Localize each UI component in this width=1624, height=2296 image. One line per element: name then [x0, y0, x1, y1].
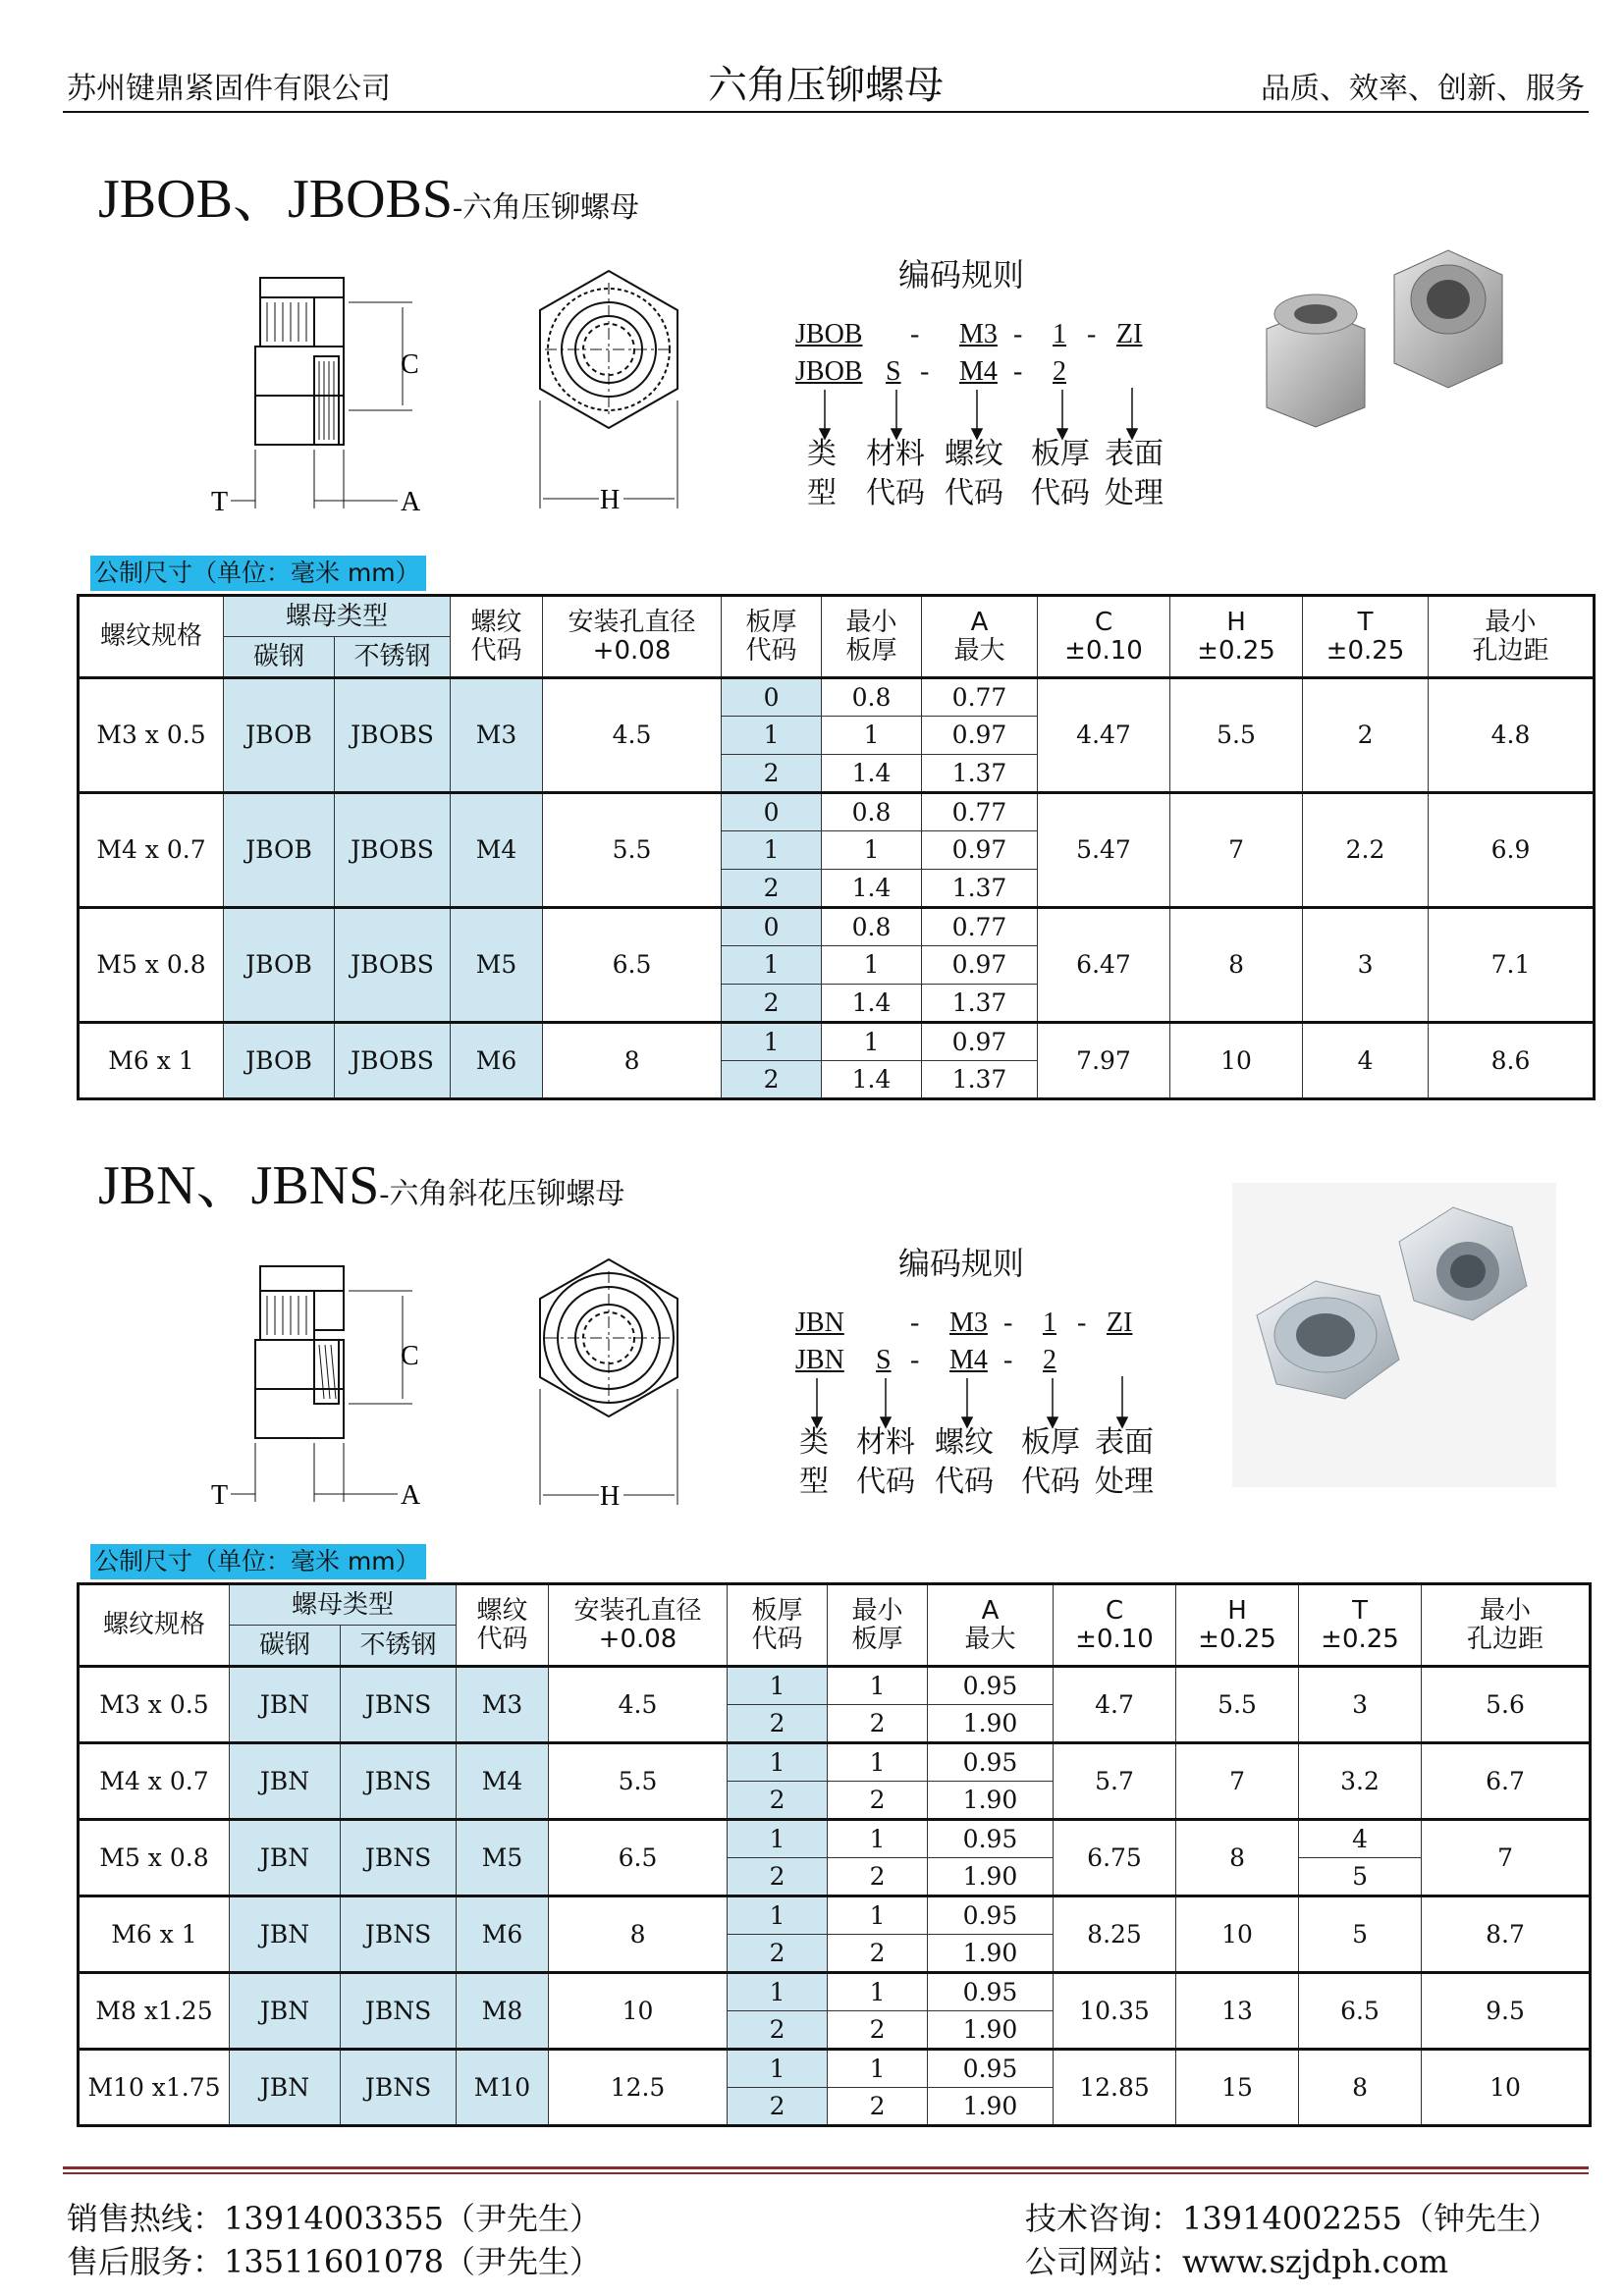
- table-row: M5 x 0.8 JBOB JBOBS M5 6.5 0 0.8 0.77 6.47 8 3 7.1: [79, 908, 1595, 946]
- jbn-spec-table: 螺纹规格 螺母类型 螺纹 代码 安装孔直径 +0.08 板厚 代码 最小 板厚 A 最大 C ±0.10 H ±0.25 T ±0.25 最小 孔边距 碳钢 不锈钢 M3 x 0.5 JBN JBNS M3 4.5 1 1 0.95 4.7 5.5 3 5.6 2 2 1.90 M4 x 0.7 JBN JBNS M4 5.5 1 1 0.95 5.7 7 3.2 6.7 2 2 1.90 M5 x 0.8 JBN JBNS M5 6.5 1 1 0.95 6.75 8 4 7 2 2 1.90 5 M6 x 1 JBN JBNS M6 8 1 1 0.95 8.25 10 5 8.7 2 2 1.90 M8 x1.25 JBN JBNS M8 10 1 1 0.95 10.35 13 6.5 9.5 2 2 1.90 M10 x1.75 JBN JBNS M10 12.5 1 1 0.95 12.85 15 8 10 2 2 1.90: [77, 1582, 1592, 2127]
- dim-h-label: H: [600, 485, 621, 515]
- code-arrows: [795, 1376, 1188, 1430]
- table-row: M10 x1.75 JBN JBNS M10 12.5 1 1 0.95 12.85 15 8 10: [79, 2050, 1591, 2088]
- jbob-spec-table: 螺纹规格 螺母类型 螺纹 代码 安装孔直径 +0.08 板厚 代码 最小 板厚 A 最大 C ±0.10 H ±0.25 T ±0.25 最小 孔边距 碳钢 不锈钢 M3 x 0.5 JBOB JBOBS M3 4.5 0 0.8 0.77 4.47 5.5 2 4.8 1 1 0.97 2 1.4 1.37 M4 x 0.7 JBOB JBOBS M4 5.5 0 0.8 0.77 5.47 7 2.2 6.9 1 1 0.97 2 1.4 1.37 M5 x 0.8 JBOB JBOBS M5 6.5 0 0.8 0.77 6.47 8 3 7.1 1 1 0.97 2 1.4 1.37 M6 x 1 JBOB JBOBS M6 8 1 1 0.97 7.97 10 4 8.6 2 1.4 1.37: [77, 594, 1596, 1100]
- section1-title: JBOB、JBOBS-六角压铆螺母: [98, 169, 640, 230]
- slogan: 品质、效率、创新、服务: [1261, 72, 1585, 106]
- sec2-unit-label: 公制尺寸（单位：毫米 mm）: [90, 1544, 426, 1579]
- jbn-product-photo: [1232, 1183, 1556, 1487]
- jbob-top-view-drawing: [515, 263, 702, 518]
- table-row: M3 x 0.5 JBOB JBOBS M3 4.5 0 0.8 0.77 4.47 5.5 2 4.8: [79, 678, 1595, 717]
- company-name: 苏州键鼎紧固件有限公司: [67, 72, 391, 106]
- jbn-side-view-drawing: [196, 1252, 452, 1522]
- dim-h-label: H: [600, 1481, 621, 1512]
- code-arrows: [795, 388, 1188, 442]
- page-header: [63, 54, 1589, 113]
- company-website[interactable]: 公司网站：www.szjdph.com: [1025, 2243, 1449, 2280]
- table-row: M6 x 1 JBOB JBOBS M6 8 1 1 0.97 7.97 10 4 8.6: [79, 1023, 1595, 1061]
- jbob-code-rule: 编码规则 JBOB - M3 - 1 - ZI JBOB S - M4 - 2 类 型 材料 代码 螺纹 代码 板厚 代码 表面 处理: [795, 250, 1188, 515]
- table-row: M8 x1.25 JBN JBNS M8 10 1 1 0.95 10.35 13 6.5 9.5: [79, 1973, 1591, 2011]
- table-header-row: 螺纹规格 螺母类型 螺纹 代码 安装孔直径 +0.08 板厚 代码 最小 板厚 A 最大 C ±0.10 H ±0.25 T ±0.25 最小 孔边距: [79, 596, 1595, 637]
- sales-hotline: 销售热线：13914003355（尹先生）: [67, 2200, 601, 2237]
- table-row: M4 x 0.7 JBN JBNS M4 5.5 1 1 0.95 5.7 7 3.2 6.7: [79, 1743, 1591, 1782]
- section2-title: JBN、JBNS-六角斜花压铆螺母: [98, 1155, 625, 1216]
- dim-a-label: A: [401, 487, 421, 517]
- dim-a-label: A: [401, 1480, 421, 1511]
- dim-c-label: C: [401, 1341, 419, 1371]
- table-row: M6 x 1 JBN JBNS M6 8 1 1 0.95 8.25 10 5 8.7: [79, 1896, 1591, 1935]
- jbob-product-photo: [1247, 236, 1542, 442]
- dim-t-label: T: [211, 1480, 229, 1511]
- sec1-unit-label: 公制尺寸（单位：毫米 mm）: [90, 556, 426, 591]
- tech-consult: 技术咨询：13914002255（钟先生）: [1025, 2200, 1559, 2237]
- table-row: M5 x 0.8 JBN JBNS M5 6.5 1 1 0.95 6.75 8 4 7: [79, 1820, 1591, 1858]
- page-footer: [63, 2166, 1589, 2280]
- after-sales: 售后服务：13511601078（尹先生）: [67, 2243, 601, 2280]
- dim-t-label: T: [211, 487, 229, 517]
- jbn-top-view-drawing: [515, 1252, 702, 1512]
- table-header-row: 螺纹规格 螺母类型 螺纹 代码 安装孔直径 +0.08 板厚 代码 最小 板厚 A 最大 C ±0.10 H ±0.25 T ±0.25 最小 孔边距: [79, 1584, 1591, 1626]
- page-title: 六角压铆螺母: [708, 63, 944, 108]
- jbn-code-rule: 编码规则 JBN - M3 - 1 - ZI JBN S - M4 - 2 类 型 材料 代码 螺纹 代码 板厚 代码 表面 处理: [795, 1239, 1188, 1504]
- footer-divider: [63, 2166, 1589, 2169]
- website-link[interactable]: www.szjdph.com: [1182, 2243, 1449, 2280]
- dim-c-label: C: [401, 349, 419, 380]
- jbob-table-body: M3 x 0.5 JBOB JBOBS M3 4.5 0 0.8 0.77 4.47 5.5 2 4.8 1 1 0.97 2 1.4 1.37 M4 x 0.7 JBOB JBOBS M4 5.5 0 0.8 0.77 5.47 7 2.2 6.9 1 1 0.97 2 1.4 1.37 M5 x 0.8 JBOB JBOBS M5 6.5 0 0.8 0.77 6.47 8 3 7.1 1 1 0.97 2 1.4 1.37 M6 x 1 JBOB JBOBS M6 8 1 1 0.97 7.97 10 4 8.6 2 1.4 1.37: [79, 678, 1595, 1099]
- footer-divider-thin: [63, 2172, 1589, 2174]
- table-row: M4 x 0.7 JBOB JBOBS M4 5.5 0 0.8 0.77 5.47 7 2.2 6.9: [79, 793, 1595, 831]
- jbob-side-view-drawing: [196, 263, 452, 533]
- table-row: M3 x 0.5 JBN JBNS M3 4.5 1 1 0.95 4.7 5.5 3 5.6: [79, 1667, 1591, 1705]
- jbn-table-body: M3 x 0.5 JBN JBNS M3 4.5 1 1 0.95 4.7 5.5 3 5.6 2 2 1.90 M4 x 0.7 JBN JBNS M4 5.5 1 1 0.95 5.7 7 3.2 6.7 2 2 1.90 M5 x 0.8 JBN JBNS M5 6.5 1 1 0.95 6.75 8 4 7 2 2 1.90 5 M6 x 1 JBN JBNS M6 8 1 1 0.95 8.25 10 5 8.7 2 2 1.90 M8 x1.25 JBN JBNS M8 10 1 1 0.95 10.35 13 6.5 9.5 2 2 1.90 M10 x1.75 JBN JBNS M10 12.5 1 1 0.95 12.85 15 8 10 2 2 1.90: [79, 1667, 1591, 2126]
